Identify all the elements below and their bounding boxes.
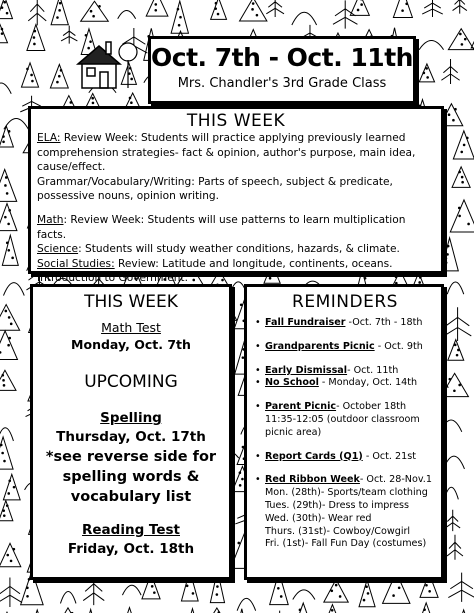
spelling-date: Thursday, Oct. 17th — [56, 429, 206, 445]
page-title: Oct. 7th - Oct. 11th — [151, 43, 413, 72]
reminder-item: • Fall Fundraiser -Oct. 7th - 18th — [255, 317, 435, 330]
grammar-paragraph: Grammar/Vocabulary/Writing: Parts of speech, subject & predicate, possessive nouns, opinion writing. — [37, 175, 393, 203]
math-test-date: Monday, Oct. 7th — [71, 337, 191, 352]
reminders-panel — [244, 284, 444, 580]
red-ribbon-day: Thurs. (31st)- Cowboy/Cowgirl — [265, 525, 411, 537]
reminder-item: • Red Ribbon Week- Oct. 28-Nov.1 Mon. (28th)- Sports/team clothing Tues. (29th)- Dress to impress Wed. (30th)- Wear red Thurs. (31st)- Cowboy/Cowgirl Fri. (1st)- Fall Fun Day (costumes) — [255, 474, 435, 551]
reminders-list — [255, 317, 435, 551]
red-ribbon-day: Wed. (30th)- Wear red — [265, 512, 372, 524]
tests-panel — [30, 284, 232, 580]
reminders-heading: REMINDERS — [292, 292, 398, 312]
class-name: Mrs. Chandler's 3rd Grade Class — [177, 76, 387, 91]
reminder-item: • Report Cards (Q1) - Oct. 21st — [255, 451, 435, 464]
red-ribbon-day: Tues. (29th)- Dress to impress — [265, 499, 410, 511]
math-test-label: Math Test — [101, 320, 161, 335]
title-banner — [148, 36, 416, 104]
reading-test-label: Reading Test — [82, 522, 180, 538]
math-text: : Review Week: Students will use patterns to learn multiplication facts. — [37, 213, 406, 241]
red-ribbon-day: Fri. (1st)- Fall Fun Day (costumes) — [265, 538, 427, 550]
social-studies-text: Review: Latitude and longitude, continents, oceans. Introduction to Government. — [37, 257, 393, 285]
reminder-item: • No School - Monday, Oct. 14th — [255, 377, 435, 390]
house-icon — [78, 42, 120, 88]
this-week-panel — [28, 106, 444, 285]
reminder-item: • Parent Picnic- October 18th 11:35-12:05 (outdoor classroom picnic area) — [255, 401, 435, 439]
math-label: Math — [37, 213, 64, 226]
ela-text: Review Week: Students will practice applying previously learned comprehension strategies- fact & opinion, author's purpose, main idea, cause/effect. — [37, 132, 416, 174]
math-paragraph — [37, 213, 435, 242]
social-studies-label: Social Studies: — [37, 257, 115, 270]
red-ribbon-day: Mon. (28th)- Sports/team clothing — [265, 487, 428, 499]
social-studies-paragraph — [37, 257, 435, 286]
upcoming-heading: UPCOMING — [84, 372, 178, 392]
ela-paragraph — [37, 131, 435, 175]
tree-icon — [119, 43, 137, 88]
science-label: Science — [37, 243, 79, 256]
spelling-label: Spelling — [100, 410, 162, 426]
tests-heading: THIS WEEK — [84, 292, 178, 312]
reading-test-date: Friday, Oct. 18th — [67, 541, 195, 557]
reminder-item: • Early Dismissal- Oct. 11th — [255, 365, 435, 378]
science-text: : Students will study weather conditions, hazards, & climate. — [78, 243, 400, 256]
science-paragraph — [37, 242, 435, 257]
this-week-heading: THIS WEEK — [186, 111, 286, 131]
ela-label: ELA: — [37, 132, 61, 144]
spelling-note: *see reverse side for spelling words & vocabulary list — [45, 449, 217, 505]
reminder-item: • Grandparents Picnic - Oct. 9th — [255, 341, 435, 354]
